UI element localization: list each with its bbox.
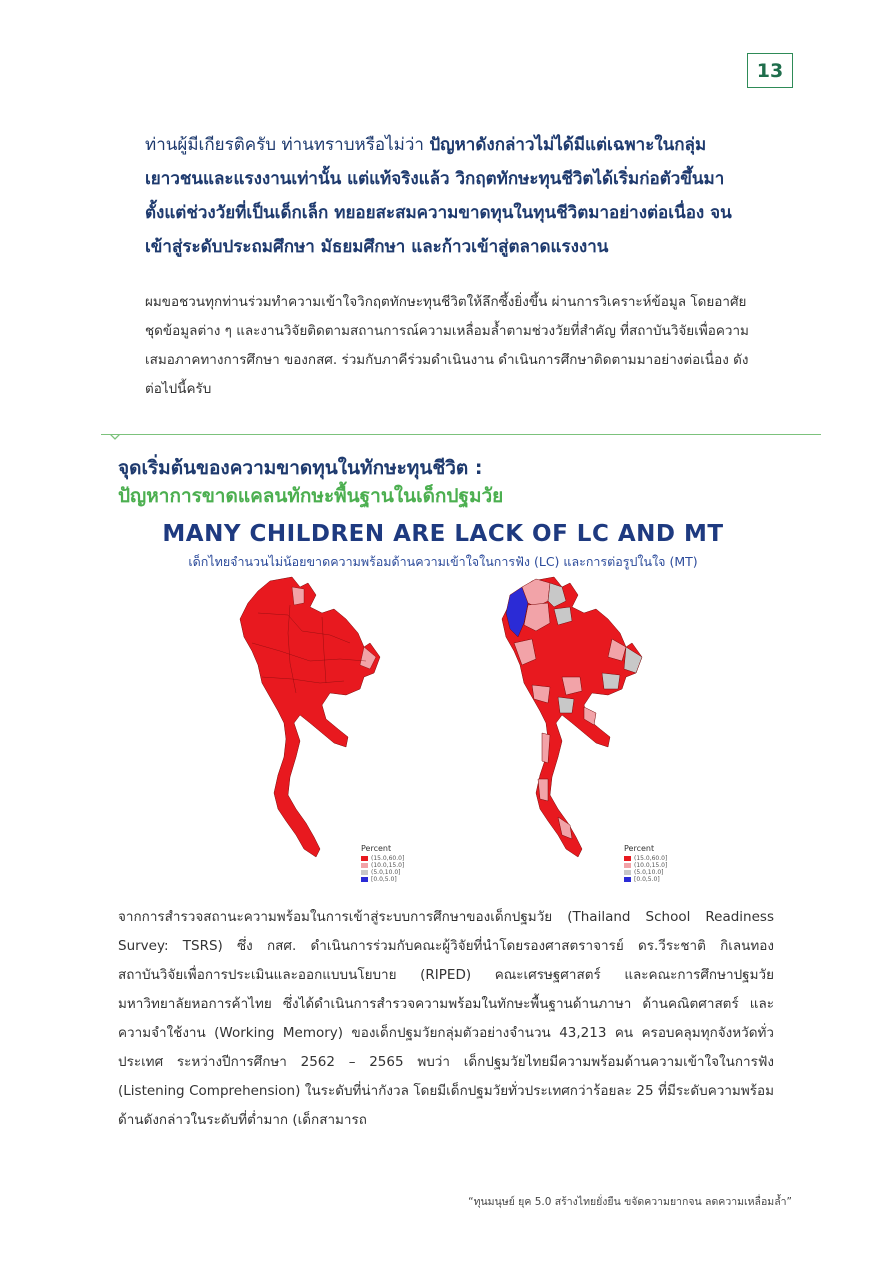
figure-subtitle: เด็กไทยจำนวนไม่น้อยขาดความพร้อมด้านความเข้าใจในการฟัง (LC) และการต่อรูปในใจ (MT) (188, 554, 698, 569)
page-number: 13 (747, 53, 793, 88)
legend-title: Percent (624, 844, 655, 853)
legend-row-label: (10.0,15.0] (371, 862, 405, 869)
divider-notch-icon (110, 434, 120, 440)
paragraph-2: จากการสำรวจสถานะความพร้อมในการเข้าสู่ระบบการศึกษาของเด็กปฐมวัย (Thailand School Readiness Survey: TSRS) ซึ่ง กสศ. ดำเนินการร่วมกับคณะผู้วิจัยที่นำโดยรองศาสตราจารย์ ดร.วีระชาติ กิเลนทอง สถาบันวิจัยเพื่อการประเมินและออกแบบนโยบาย (RIPED) คณะเศรษฐศาสตร์ และคณะการศึกษาปฐมวัย มหาวิทยาลัยหอการค้าไทย ซึ่งได้ดำเนินการสำรวจความพร้อมในทักษะพื้นฐานด้านภาษา ด้านคณิตศาสตร์ และความจำใช้งาน (Working Memory) ของเด็กปฐมวัยกลุ่มตัวอย่างจำนวน 43,213 คน ครอบคลุมทุกจังหวัดทั่วประเทศ ระหว่างปีการศึกษา 2562 – 2565 พบว่า เด็กปฐมวัยไทยมีความพร้อมด้านความเข้าใจในการฟัง (Listening Comprehension) ในระดับที่น่ากังวล โดยมีเด็กปฐมวัยทั่วประเทศกว่าร้อยละ 25 ที่มีระดับความพร้อมด้านดังกล่าวในระดับที่ต่ำมาก (เด็กสามารถ (118, 909, 774, 1128)
intro-paragraph (145, 128, 755, 264)
intro-lead: ท่านผู้มีเกียรติครับ ท่านทราบหรือไม่ว่า (145, 135, 430, 155)
legend-row (624, 855, 667, 862)
paragraph-1: ผมขอชวนทุกท่านร่วมทำความเข้าใจวิกฤตทักษะทุนชีวิตให้ลึกซึ้งยิ่งขึ้น ผ่านการวิเคราะห์ข้อมูล โดยอาศัยชุดข้อมูลต่าง ๆ และงานวิจัยติดตามสถานการณ์ความเหลื่อมล้ำตามช่วงวัยที่สำคัญ ที่สถาบันวิจัยเพื่อความเสมอภาคทางการศึกษา ของกสศ. ร่วมกับภาคีร่วมดำเนินงาน ดำเนินการศึกษาติดตามมาอย่างต่อเนื่อง ดังต่อไปนี้ครับ (145, 294, 749, 397)
legend-row-label: (5.0,10.0] (371, 869, 401, 876)
legend-row-label: (15.0,60.0] (371, 855, 405, 862)
intro-emphasis: ปัญหาดังกล่าวไม่ได้มีแต่เฉพาะในกลุ่มเยาวชนและแรงงานเท่านั้น แต่แท้จริงแล้ว วิกฤตทักษะทุนชีวิตได้เริ่มก่อตัวขึ้นมาตั้งแต่ช่วงวัยที่เป็นเด็กเล็ก ทยอยสะสมความขาดทุนในทุนชีวิตมาอย่างต่อเนื่อง จนเข้าสู่ระดับประถมศึกษา มัธยมศึกษา และก้าวเข้าสู่ตลาดแรงงาน (145, 135, 732, 257)
legend-title: Percent (361, 844, 392, 853)
legend-row (624, 869, 667, 876)
legend-row-label: [0.0,5.0] (371, 876, 397, 883)
figure-title: MANY CHILDREN ARE LACK OF LC AND MT (162, 521, 724, 547)
map-mt (492, 573, 662, 877)
legend-row (361, 855, 404, 862)
legend-row (624, 876, 667, 883)
legend-row-label: (10.0,15.0] (634, 862, 668, 869)
legend-row (361, 876, 404, 883)
map-mt-svg (492, 573, 662, 877)
legend-row-label: (5.0,10.0] (634, 869, 664, 876)
legend-row (624, 862, 667, 869)
section-title-line1: จุดเริ่มต้นของความขาดทุนในทักษะทุนชีวิต : (118, 457, 483, 479)
map-lc-svg (230, 573, 400, 877)
legend-mt (624, 844, 667, 883)
legend-lc (361, 844, 404, 883)
section-divider (101, 434, 821, 435)
map-lc (230, 573, 400, 877)
page-footer: “ทุนมนุษย์ ยุค 5.0 สร้างไทยยั่งยืน ขจัดความยากจน ลดความเหลื่อมล้ำ” (468, 1196, 792, 1208)
section-title (118, 454, 818, 510)
figure-thailand-maps (128, 521, 758, 889)
section-title-line2: ปัญหาการขาดแคลนทักษะพื้นฐานในเด็กปฐมวัย (118, 485, 504, 507)
legend-row (361, 862, 404, 869)
legend-row (361, 869, 404, 876)
legend-row-label: (15.0,60.0] (634, 855, 668, 862)
legend-row-label: [0.0,5.0] (634, 876, 660, 883)
